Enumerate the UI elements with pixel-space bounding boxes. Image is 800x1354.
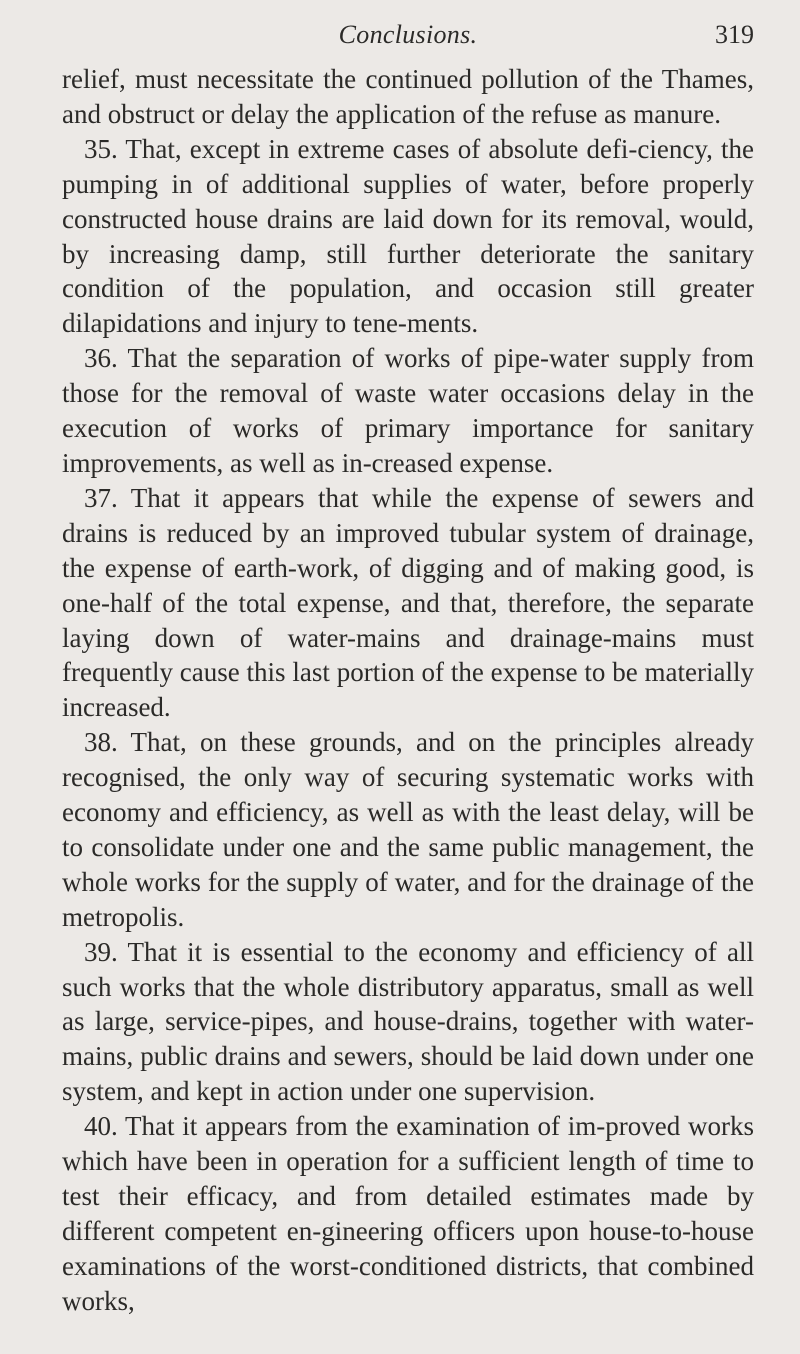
paragraph-number: 37.	[84, 482, 118, 513]
paragraph-38	[62, 725, 754, 934]
paragraph-37	[62, 481, 754, 725]
running-title: Conclusions.	[338, 20, 478, 49]
paragraph-text: That it is essential to the economy and efficiency of all such works that the whole distributory apparatus, small as well as large, service-pipes, and house-drains, together with water-mains, public drains and sewers, should be laid down under one system, and kept in action under one supervision.	[62, 936, 754, 1107]
running-head	[62, 18, 754, 58]
body-text	[62, 62, 754, 1319]
paragraph-text: relief, must necessitate the continued pollution of the Thames, and obstruct or delay the application of the refuse as manure.	[62, 64, 754, 129]
paragraph-continuation	[62, 62, 754, 132]
paragraph-35	[62, 132, 754, 341]
paragraph-number: 38.	[84, 727, 118, 758]
paragraph-40	[62, 1109, 754, 1318]
paragraph-39	[62, 935, 754, 1110]
paragraph-text: That the separation of works of pipe-water supply from those for the removal of waste water occasions delay in the execution of works of primary importance for sanitary improvements, as well as in-creased expense.	[62, 343, 754, 478]
page-number: 319	[715, 20, 754, 49]
paragraph-text: That, on these grounds, and on the principles already recognised, the only way of securing systematic works with economy and efficiency, as well as with the least delay, will be to consolidate under one and the same public management, the whole works for the supply of water, and for the drainage of the metropolis.	[62, 727, 754, 932]
paragraph-number: 36.	[84, 343, 118, 374]
paragraph-number: 40.	[84, 1111, 118, 1142]
paragraph-number: 35.	[84, 133, 118, 164]
paragraph-number: 39.	[84, 936, 118, 967]
paragraph-36	[62, 341, 754, 481]
paragraph-text: That, except in extreme cases of absolute defi-ciency, the pumping in of additional supplies of water, before properly constructed house drains are laid down for its removal, would, by increasing damp, still further deteriorate the sanitary condition of the population, and occasion still greater dilapidations and injury to tene-ments.	[62, 133, 754, 339]
paragraph-text: That it appears that while the expense of sewers and drains is reduced by an improved tubular system of drainage, the expense of earth-work, of digging and of making good, is one-half of the total expense, and that, therefore, the separate laying down of water-mains and drainage-mains must frequently cause this last portion of the expense to be materially increased.	[62, 482, 755, 723]
paragraph-text: That it appears from the examination of im-proved works which have been in operation for a sufficient length of time to test their efficacy, and from detailed estimates made by different competent en-gineering officers upon house-to-house examinations of the worst-conditioned districts, that combined works,	[62, 1111, 754, 1316]
